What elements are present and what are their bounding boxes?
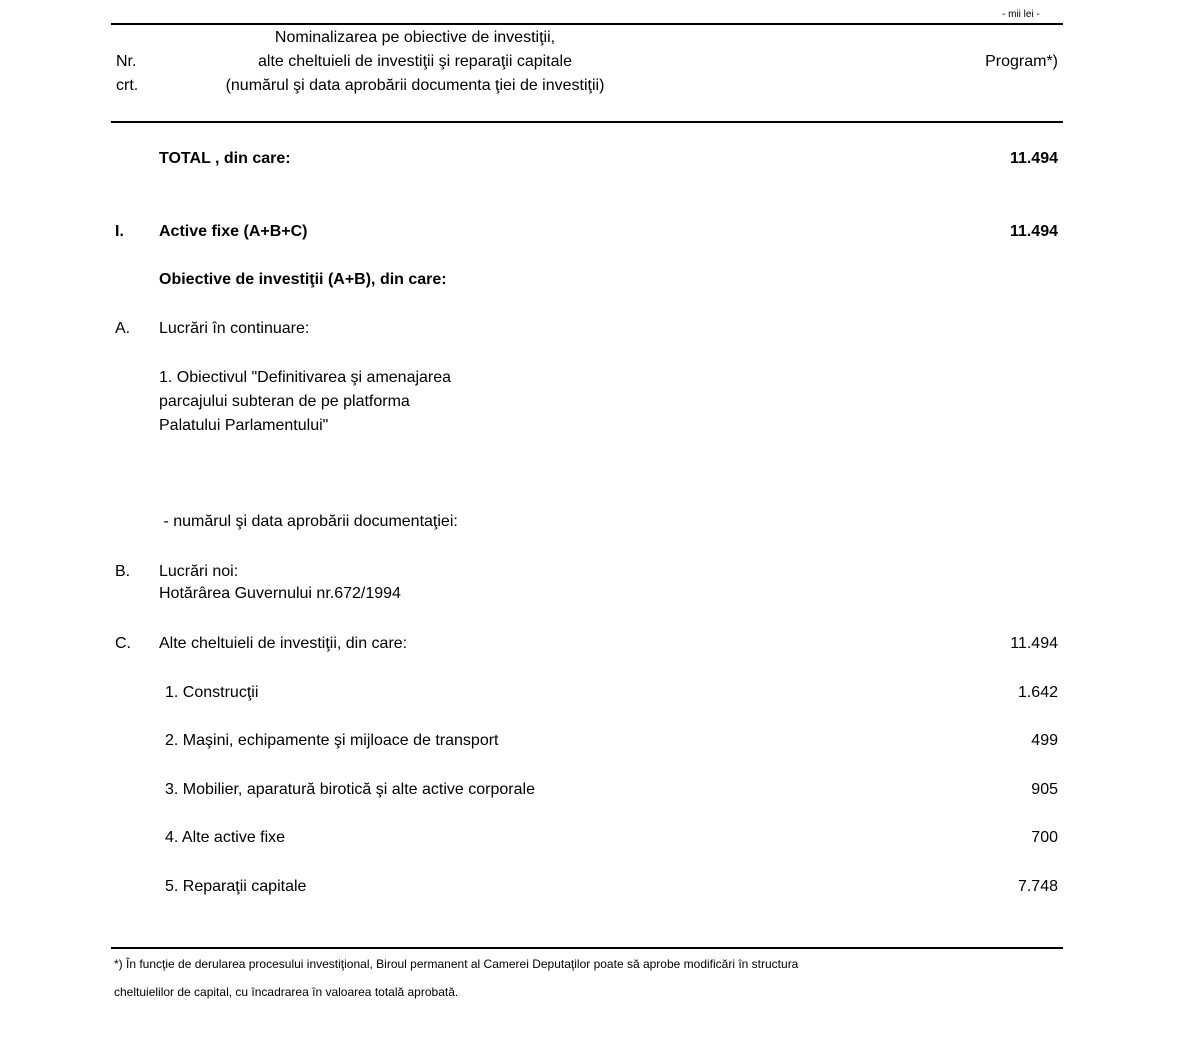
header-top-rule <box>111 23 1063 25</box>
footnote-line-1: *) În funcţie de derularea procesului investiţional, Biroul permanent al Camerei Deputaţilor poate să aprobe modificări în structura <box>114 957 799 971</box>
header-bottom-rule <box>111 121 1063 123</box>
column-title <box>180 26 650 98</box>
c-item-value: 905 <box>1031 781 1058 798</box>
c-item-label: 2. Maşini, echipamente şi mijloace de transport <box>165 732 499 749</box>
c-item-value: 499 <box>1031 732 1058 749</box>
objective-line-3: Palatului Parlamentului" <box>159 417 329 434</box>
approval-line-2: Hotărârea Guvernului nr.672/1994 <box>159 585 401 602</box>
objective-line-2: parcajului subteran de pe platforma <box>159 393 410 410</box>
approval-line-1: - numărul şi data aprobării documentaţiei: <box>159 513 458 530</box>
c-item-label: 1. Construcţii <box>165 684 259 701</box>
section-c-value: 11.494 <box>1010 635 1058 652</box>
c-item-value: 700 <box>1031 829 1058 846</box>
objective-description <box>159 366 451 438</box>
objective-line-1: 1. Obiectivul "Definitivarea şi amenajarea <box>159 369 452 386</box>
c-item-value: 7.748 <box>1017 878 1058 895</box>
footnote <box>114 950 798 1006</box>
column-title-line-3: (numărul şi data aprobării documenta ţiei de investiţii) <box>225 77 605 94</box>
active-fixe-label: Active fixe (A+B+C) <box>159 223 308 240</box>
section-b-label: Lucrări noi: <box>159 563 239 580</box>
c-item-label: 4. Alte active fixe <box>165 829 286 846</box>
active-fixe-nr: I. <box>115 223 124 240</box>
section-a-label: Lucrări în continuare: <box>159 320 310 337</box>
c-item-value: 1.642 <box>1017 684 1058 701</box>
section-a-nr: A. <box>115 320 131 337</box>
obiective-label: Obiective de investiţii (A+B), din care: <box>159 271 447 288</box>
total-value: 11.494 <box>1009 150 1058 167</box>
crt-label: crt. <box>116 77 139 94</box>
section-c-label: Alte cheltuieli de investiţii, din care: <box>159 635 408 652</box>
section-b-nr: B. <box>115 563 131 580</box>
column-title-line-1: Nominalizarea pe obiective de investiţii, <box>274 29 556 46</box>
column-title-line-2: alte cheltuieli de investiţii şi reparaţii capitale <box>258 53 572 70</box>
program-column-header: Program*) <box>985 53 1058 70</box>
objective-approval <box>159 462 458 630</box>
active-fixe-value: 11.494 <box>1009 223 1058 240</box>
c-item-label: 3. Mobilier, aparatură birotică şi alte active corporale <box>165 781 535 798</box>
c-item-label: 5. Reparaţii capitale <box>165 878 307 895</box>
total-label: TOTAL , din care: <box>159 150 291 167</box>
footnote-rule <box>111 947 1063 949</box>
footnote-line-2: cheltuielilor de capital, cu încadrarea în valoarea totală aprobată. <box>114 985 459 999</box>
unit-label: - mii lei - <box>1002 9 1040 20</box>
section-c-nr: C. <box>115 635 131 652</box>
nr-label: Nr. <box>116 53 137 70</box>
